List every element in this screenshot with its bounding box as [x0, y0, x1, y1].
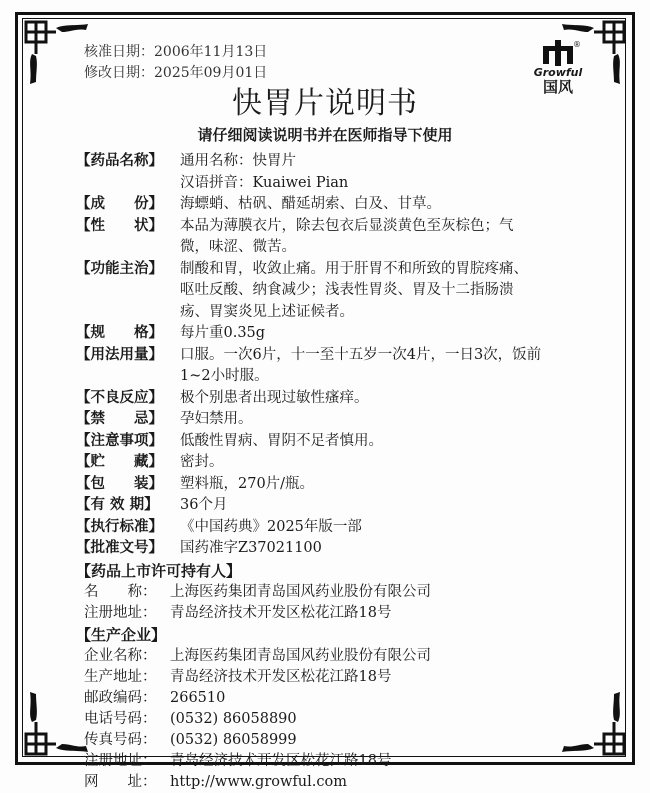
- mah-fields: [76, 582, 616, 624]
- manufacturer-field-key: 企业名称：: [84, 647, 157, 664]
- drug-info-content: [180, 517, 616, 539]
- document-dates: [84, 42, 267, 84]
- manufacturer-field-row: [76, 772, 616, 793]
- drug-info-content: [180, 259, 616, 324]
- drug-info-label: 【用法用量】: [76, 346, 163, 363]
- drug-info-row: [76, 216, 616, 259]
- drug-info-row: [76, 345, 616, 388]
- approval-date-value: 2006年11月13日: [154, 44, 268, 60]
- drug-info-label: 【注意事项】: [76, 432, 163, 449]
- manufacturer-field-key: 网 址：: [84, 773, 157, 790]
- drug-info-line: 36个月: [180, 497, 228, 513]
- drug-info-label: 【药品名称】: [76, 153, 163, 169]
- revision-date: [84, 63, 267, 84]
- mah-header: 【药品上市许可持有人】: [76, 561, 242, 580]
- document-title: 快胃片说明书: [232, 86, 418, 121]
- drug-info-line: 本品为薄膜衣片，除去包衣后显淡黄色至灰棕色；气: [180, 217, 514, 234]
- drug-info-row: [76, 323, 616, 345]
- revision-date-value: 2025年09月01日: [154, 65, 268, 81]
- manufacturer-section: [76, 624, 616, 793]
- manufacturer-field-key: 传真号码：: [84, 731, 157, 748]
- drug-info-label: 【包 装】: [76, 475, 163, 492]
- drug-info-line: 疡、胃窦炎见上述证候者。: [180, 303, 354, 320]
- mah-field-value: 青岛经济技术开发区松花江路18号: [170, 604, 392, 621]
- drug-info-content: [180, 194, 616, 216]
- manufacturer-field-row: [76, 688, 616, 709]
- drug-info-line: 塑料瓶，270片/瓶。: [180, 475, 315, 492]
- drug-info-line: 呕吐反酸、纳食减少；浅表性胃炎、胃及十二指肠溃: [180, 282, 514, 298]
- drug-info-line: 通用名称：快胃片: [180, 153, 296, 169]
- manufacturer-field-value: 青岛经济技术开发区松花江路18号: [170, 668, 392, 685]
- drug-info-content: [180, 495, 616, 517]
- manufacturer-field-row: [76, 709, 616, 730]
- manufacturer-field-value: (0532) 86058999: [170, 731, 297, 748]
- manufacturer-field-value: 上海医药集团青岛国风药业股份有限公司: [170, 647, 431, 664]
- drug-info-row: [76, 538, 616, 560]
- mah-field-value: 上海医药集团青岛国风药业股份有限公司: [170, 583, 431, 600]
- registered-mark: ®: [573, 40, 581, 49]
- drug-info-row: [76, 151, 616, 194]
- document-subtitle: 请仔细阅读说明书并在医师指导下使用: [197, 126, 453, 144]
- drug-info-label: 【不良反应】: [76, 389, 163, 406]
- drug-info-content: [180, 431, 616, 453]
- drug-info-content: [180, 388, 616, 410]
- manufacturer-field-row: [76, 730, 616, 751]
- drug-info-content: [180, 538, 616, 560]
- manufacturer-field-key: 注册地址：: [84, 752, 157, 769]
- drug-info-row: [76, 431, 616, 453]
- drug-info-content: [180, 323, 616, 345]
- mah-section: [76, 560, 616, 624]
- drug-info-label: 【性 状】: [76, 217, 163, 234]
- drug-info-label: 【批准文号】: [76, 540, 163, 556]
- drug-info-row: [76, 452, 616, 474]
- drug-info-row: [76, 259, 616, 324]
- drug-info-label: 【执行标准】: [76, 518, 163, 535]
- drug-info-line: 孕妇禁用。: [180, 411, 253, 427]
- mah-field-key: 注册地址：: [84, 604, 157, 621]
- manufacturer-field-row: [76, 751, 616, 772]
- manufacturer-fields: [76, 646, 616, 793]
- approval-date-label: 核准日期：: [84, 44, 154, 60]
- drug-info-label: 【有 效 期】: [76, 497, 159, 513]
- manufacturer-field-value: 青岛经济技术开发区松花江路18号: [170, 752, 392, 769]
- drug-info-content: [180, 151, 616, 194]
- drug-info-line: 制酸和胃，收敛止痛。用于肝胃不和所致的胃脘疼痛、: [180, 260, 528, 277]
- drug-info-row: [76, 409, 616, 431]
- corner-ornament-icon: [18, 14, 88, 84]
- brand-name-cn: 国风: [542, 78, 573, 96]
- manufacturer-field-value: 266510: [170, 689, 226, 706]
- drug-info-row: [76, 194, 616, 216]
- manufacturer-header: 【生产企业】: [76, 625, 167, 644]
- manufacturer-field-row: [76, 667, 616, 688]
- drug-info-content: [180, 409, 616, 431]
- drug-info-row: [76, 388, 616, 410]
- drug-info-row: [76, 474, 616, 496]
- leaflet-body: [76, 151, 616, 793]
- drug-info-line: 国药准字Z37021100: [180, 540, 322, 556]
- drug-info-label: 【成 份】: [76, 196, 163, 212]
- drug-info-line: 极个别患者出现过敏性瘙痒。: [180, 389, 369, 406]
- drug-info-line: 每片重0.35g: [180, 325, 266, 341]
- drug-info-label: 【贮 藏】: [76, 454, 163, 470]
- drug-info-line: 微，味涩、微苦。: [180, 239, 296, 255]
- manufacturer-field-key: 生产地址：: [84, 668, 157, 685]
- drug-info-content: [180, 474, 616, 496]
- drug-info-label: 【功能主治】: [76, 260, 163, 277]
- drug-info-sections: [76, 151, 616, 560]
- drug-info-row: [76, 517, 616, 539]
- drug-info-content: [180, 345, 616, 388]
- drug-info-label: 【规 格】: [76, 325, 163, 341]
- revision-date-label: 修改日期：: [84, 65, 154, 81]
- drug-info-line: 汉语拼音：Kuaiwei Pian: [180, 174, 349, 191]
- drug-info-line: 1~2小时服。: [180, 368, 269, 384]
- brand-name-en: Growful: [533, 66, 583, 79]
- mah-field-row: [76, 603, 616, 624]
- growful-logo-icon: [541, 40, 575, 66]
- drug-info-line: 口服。一次6片，十一至十五岁一次4片，一日3次，饭前: [180, 346, 542, 363]
- mah-field-row: [76, 582, 616, 603]
- manufacturer-field-value: (0532) 86058890: [170, 710, 297, 727]
- manufacturer-field-value: http://www.growful.com: [170, 773, 347, 790]
- drug-info-content: [180, 452, 616, 474]
- drug-info-content: [180, 216, 616, 259]
- approval-date: [84, 42, 267, 63]
- drug-info-row: [76, 495, 616, 517]
- drug-info-line: 海螵蛸、枯矾、醋延胡索、白及、甘草。: [180, 196, 441, 212]
- drug-info-line: 《中国药典》2025年版一部: [180, 518, 362, 535]
- manufacturer-field-key: 电话号码：: [84, 710, 157, 727]
- manufacturer-field-row: [76, 646, 616, 667]
- manufacturer-field-key: 邮政编码：: [84, 689, 157, 706]
- mah-field-key: 名 称：: [84, 583, 157, 600]
- drug-info-line: 密封。: [180, 454, 224, 470]
- drug-info-label: 【禁 忌】: [76, 411, 163, 427]
- drug-info-line: 低酸性胃病、胃阴不足者慎用。: [180, 432, 383, 449]
